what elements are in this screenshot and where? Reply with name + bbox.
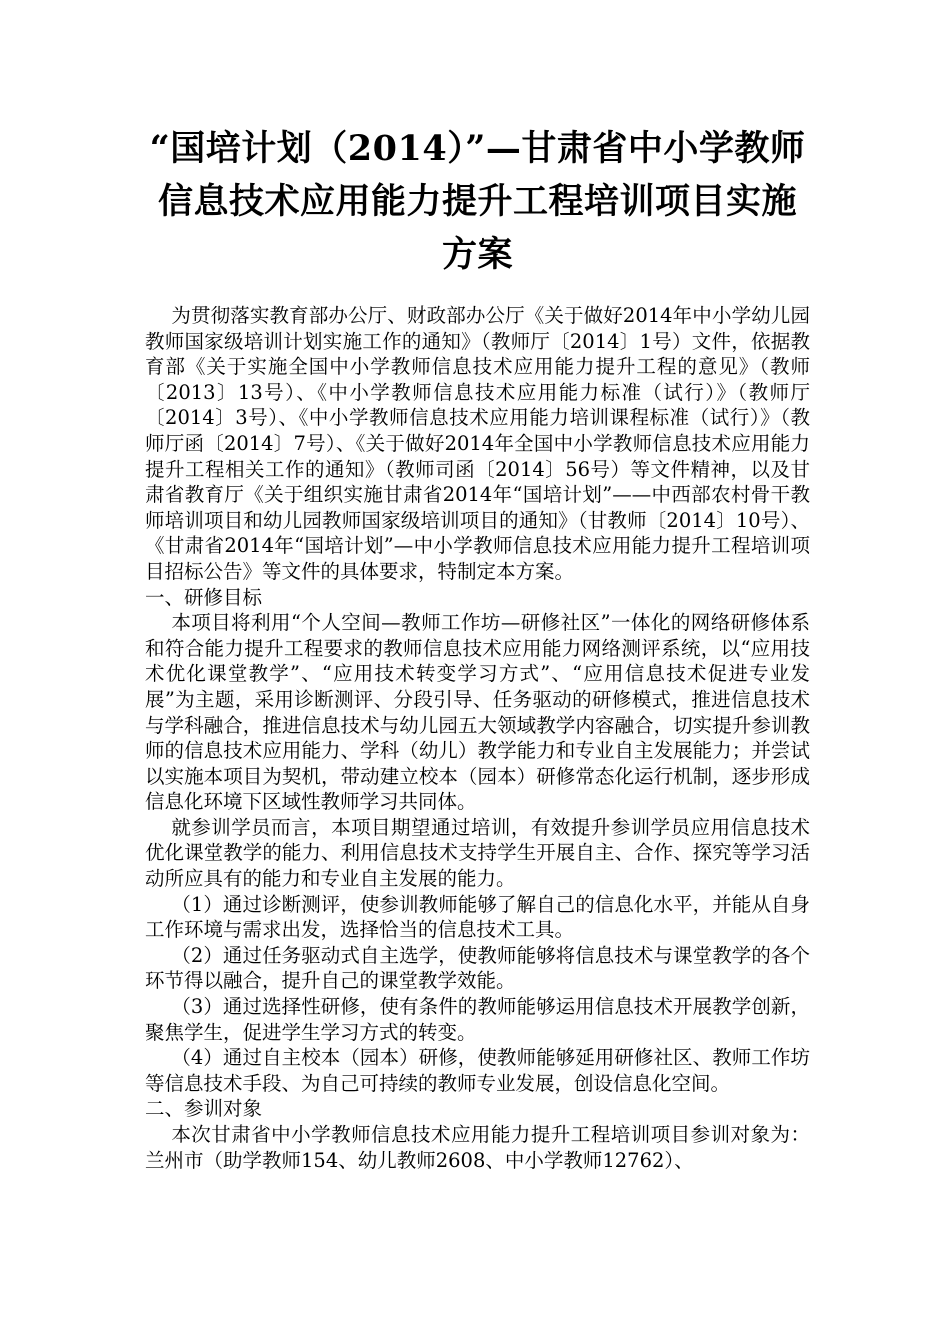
section-heading-participants: 二、参训对象	[145, 1097, 263, 1121]
title-line: 信息技术应用能力提升工程培训项目实施	[157, 181, 797, 222]
title-line: “国培计划（2014）”—甘肃省中小学教师	[149, 128, 806, 169]
objective-item: （1）通过诊断测评，使参训教师能够了解自己的信息化水平，并能从自身工作环境与需求出发，选择恰当的信息技术工具。	[145, 892, 810, 942]
body-paragraph: 本次甘肃省中小学教师信息技术应用能力提升工程培训项目参训对象为：兰州市（助学教师154、幼儿教师2608、中小学教师12762）、	[145, 1123, 810, 1172]
title-line: 方案	[441, 234, 513, 275]
objective-item: （2）通过任务驱动式自主选学，使教师能够将信息技术与课堂教学的各个环节得以融合，提升自己的课堂教学效能。	[145, 943, 810, 993]
objective-item: （4）通过自主校本（园本）研修，使教师能够延用研修社区、教师工作坊等信息技术手段、为自己可持续的教师专业发展，创设信息化空间。	[145, 1046, 810, 1095]
intro-paragraph: 为贯彻落实教育部办公厅、财政部办公厅《关于做好2014年中小学幼儿园教师国家级培训计划实施工作的通知》（教师厅〔2014〕1号）文件，依据教育部《关于实施全国中小学教师信息技术应用能力提升工程的意见》（教师〔2013〕13号）、《中小学教师信息技术应用能力标准（试行）》（教师厅〔2014〕3号）、《中小学教师信息技术应用能力培训课程标准（试行）》（教师厅函〔2014〕7号）、《关于做好2014年全国中小学教师信息技术应用能力提升工程相关工作的通知》（教师司函〔2014〕56号）等文件精神，以及甘肃省教育厅《关于组织实施甘肃省2014年“国培计划”——中西部农村骨干教师培训项目和幼儿园教师国家级培训项目的通知》（甘教师〔2014〕10号）、《甘肃省2014年“国培计划”—中小学教师信息技术应用能力提升工程培训项目招标公告》等文件的具体要求，特制定本方案。	[145, 304, 810, 583]
body-paragraph: 就参训学员而言，本项目期望通过培训，有效提升参训学员应用信息技术优化课堂教学的能力、利用信息技术支持学生开展自主、合作、探究等学习活动所应具有的能力和专业自主发展的能力。	[145, 815, 810, 891]
document-title	[145, 122, 810, 281]
objective-item: （3）通过选择性研修，使有条件的教师能够运用信息技术开展教学创新，聚焦学生，促进学生学习方式的转变。	[145, 995, 810, 1044]
section-heading-objectives: 一、研修目标	[145, 585, 263, 609]
document-body	[145, 303, 810, 1173]
body-paragraph: 本项目将利用“个人空间—教师工作坊—研修社区”一体化的网络研修体系和符合能力提升工程要求的教师信息技术应用能力网络测评系统，以“应用技术优化课堂教学”、“应用技术转变学习方式”、“应用信息技术促进专业发展”为主题，采用诊断测评、分段引导、任务驱动的研修模式，推进信息技术与学科融合，推进信息技术与幼儿园五大领域教学内容融合，切实提升参训教师的信息技术应用能力、学科（幼儿）教学能力和专业自主发展能力；并尝试以实施本项目为契机，带动建立校本（园本）研修常态化运行机制，逐步形成信息化环境下区域性教师学习共同体。	[145, 611, 810, 814]
